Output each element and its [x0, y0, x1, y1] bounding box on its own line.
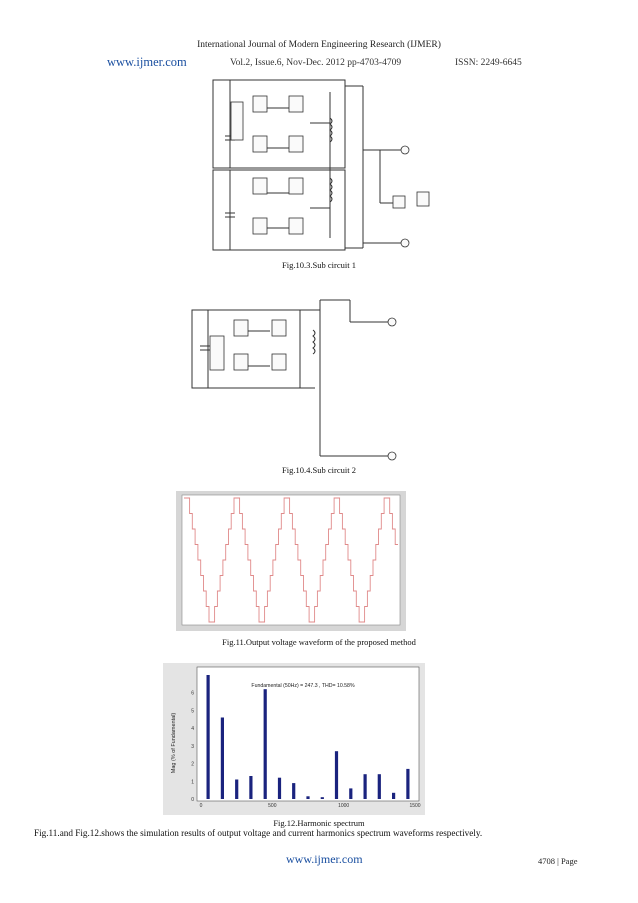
body-paragraph: Fig.11.and Fig.12.shows the simulation results of output voltage and current harmonics spectrum waveforms respectively. [34, 828, 483, 838]
harmonic-bar [306, 796, 309, 799]
x-tick-label: 0 [199, 803, 203, 809]
fig10-3-circuit-diagram [205, 78, 430, 256]
x-tick-label: 500 [268, 803, 277, 809]
y-tick-label: 3 [191, 743, 194, 750]
harmonic-bar [406, 769, 409, 799]
fig12-caption: Fig.12.Harmonic spectrum [273, 818, 365, 828]
harmonic-bar [292, 783, 295, 799]
fig10-3-caption: Fig.10.3.Sub circuit 1 [282, 260, 356, 270]
harmonic-bar [235, 780, 238, 800]
lower-bridge-outline [213, 170, 345, 250]
chart-title: Fundamental (50Hz) = 247.3 , THD= 10.58% [251, 683, 355, 689]
footer-page-number: 4708 | Page [538, 856, 578, 866]
inductor [313, 330, 315, 354]
header-row [0, 57, 638, 73]
y-tick-label: 0 [191, 797, 194, 803]
header-volume: Vol.2, Issue.6, Nov-Dec. 2012 pp-4703-4709 [230, 58, 402, 68]
harmonic-bar [321, 797, 324, 799]
y-axis-label: Mag (% of Fundamental) [171, 712, 177, 774]
harmonic-bar [335, 751, 338, 799]
x-tick-label: 1500 [409, 803, 421, 809]
harmonic-bar [278, 778, 281, 799]
fig10-4-circuit-diagram [180, 296, 402, 464]
harmonic-bar [378, 774, 381, 799]
fig11-waveform-chart [176, 491, 406, 631]
y-tick-label: 6 [191, 690, 194, 697]
fig11-caption: Fig.11.Output voltage waveform of the proposed method [222, 637, 416, 647]
y-tick-label: 1 [191, 779, 194, 786]
journal-title: International Journal of Modern Engineering Research (IJMER) [197, 40, 441, 50]
header-issn: ISSN: 2249-6645 [455, 58, 522, 68]
harmonic-bar [221, 718, 224, 800]
y-tick-label: 4 [191, 726, 194, 733]
x-tick-label: 1000 [338, 803, 350, 809]
harmonic-bar [249, 776, 252, 799]
footer-site-link[interactable]: www.ijmer.com [286, 852, 363, 866]
harmonic-bar [364, 774, 367, 799]
harmonic-bar [207, 675, 210, 799]
header-site-link[interactable]: www.ijmer.com [107, 55, 187, 69]
harmonic-bar [392, 793, 395, 799]
harmonic-bar [264, 689, 267, 799]
y-tick-label: 2 [191, 761, 194, 768]
fig10-4-caption: Fig.10.4.Sub circuit 2 [282, 465, 356, 475]
y-tick-label: 5 [191, 708, 194, 715]
harmonic-bar [349, 788, 352, 799]
fig12-harmonic-chart [163, 663, 425, 815]
